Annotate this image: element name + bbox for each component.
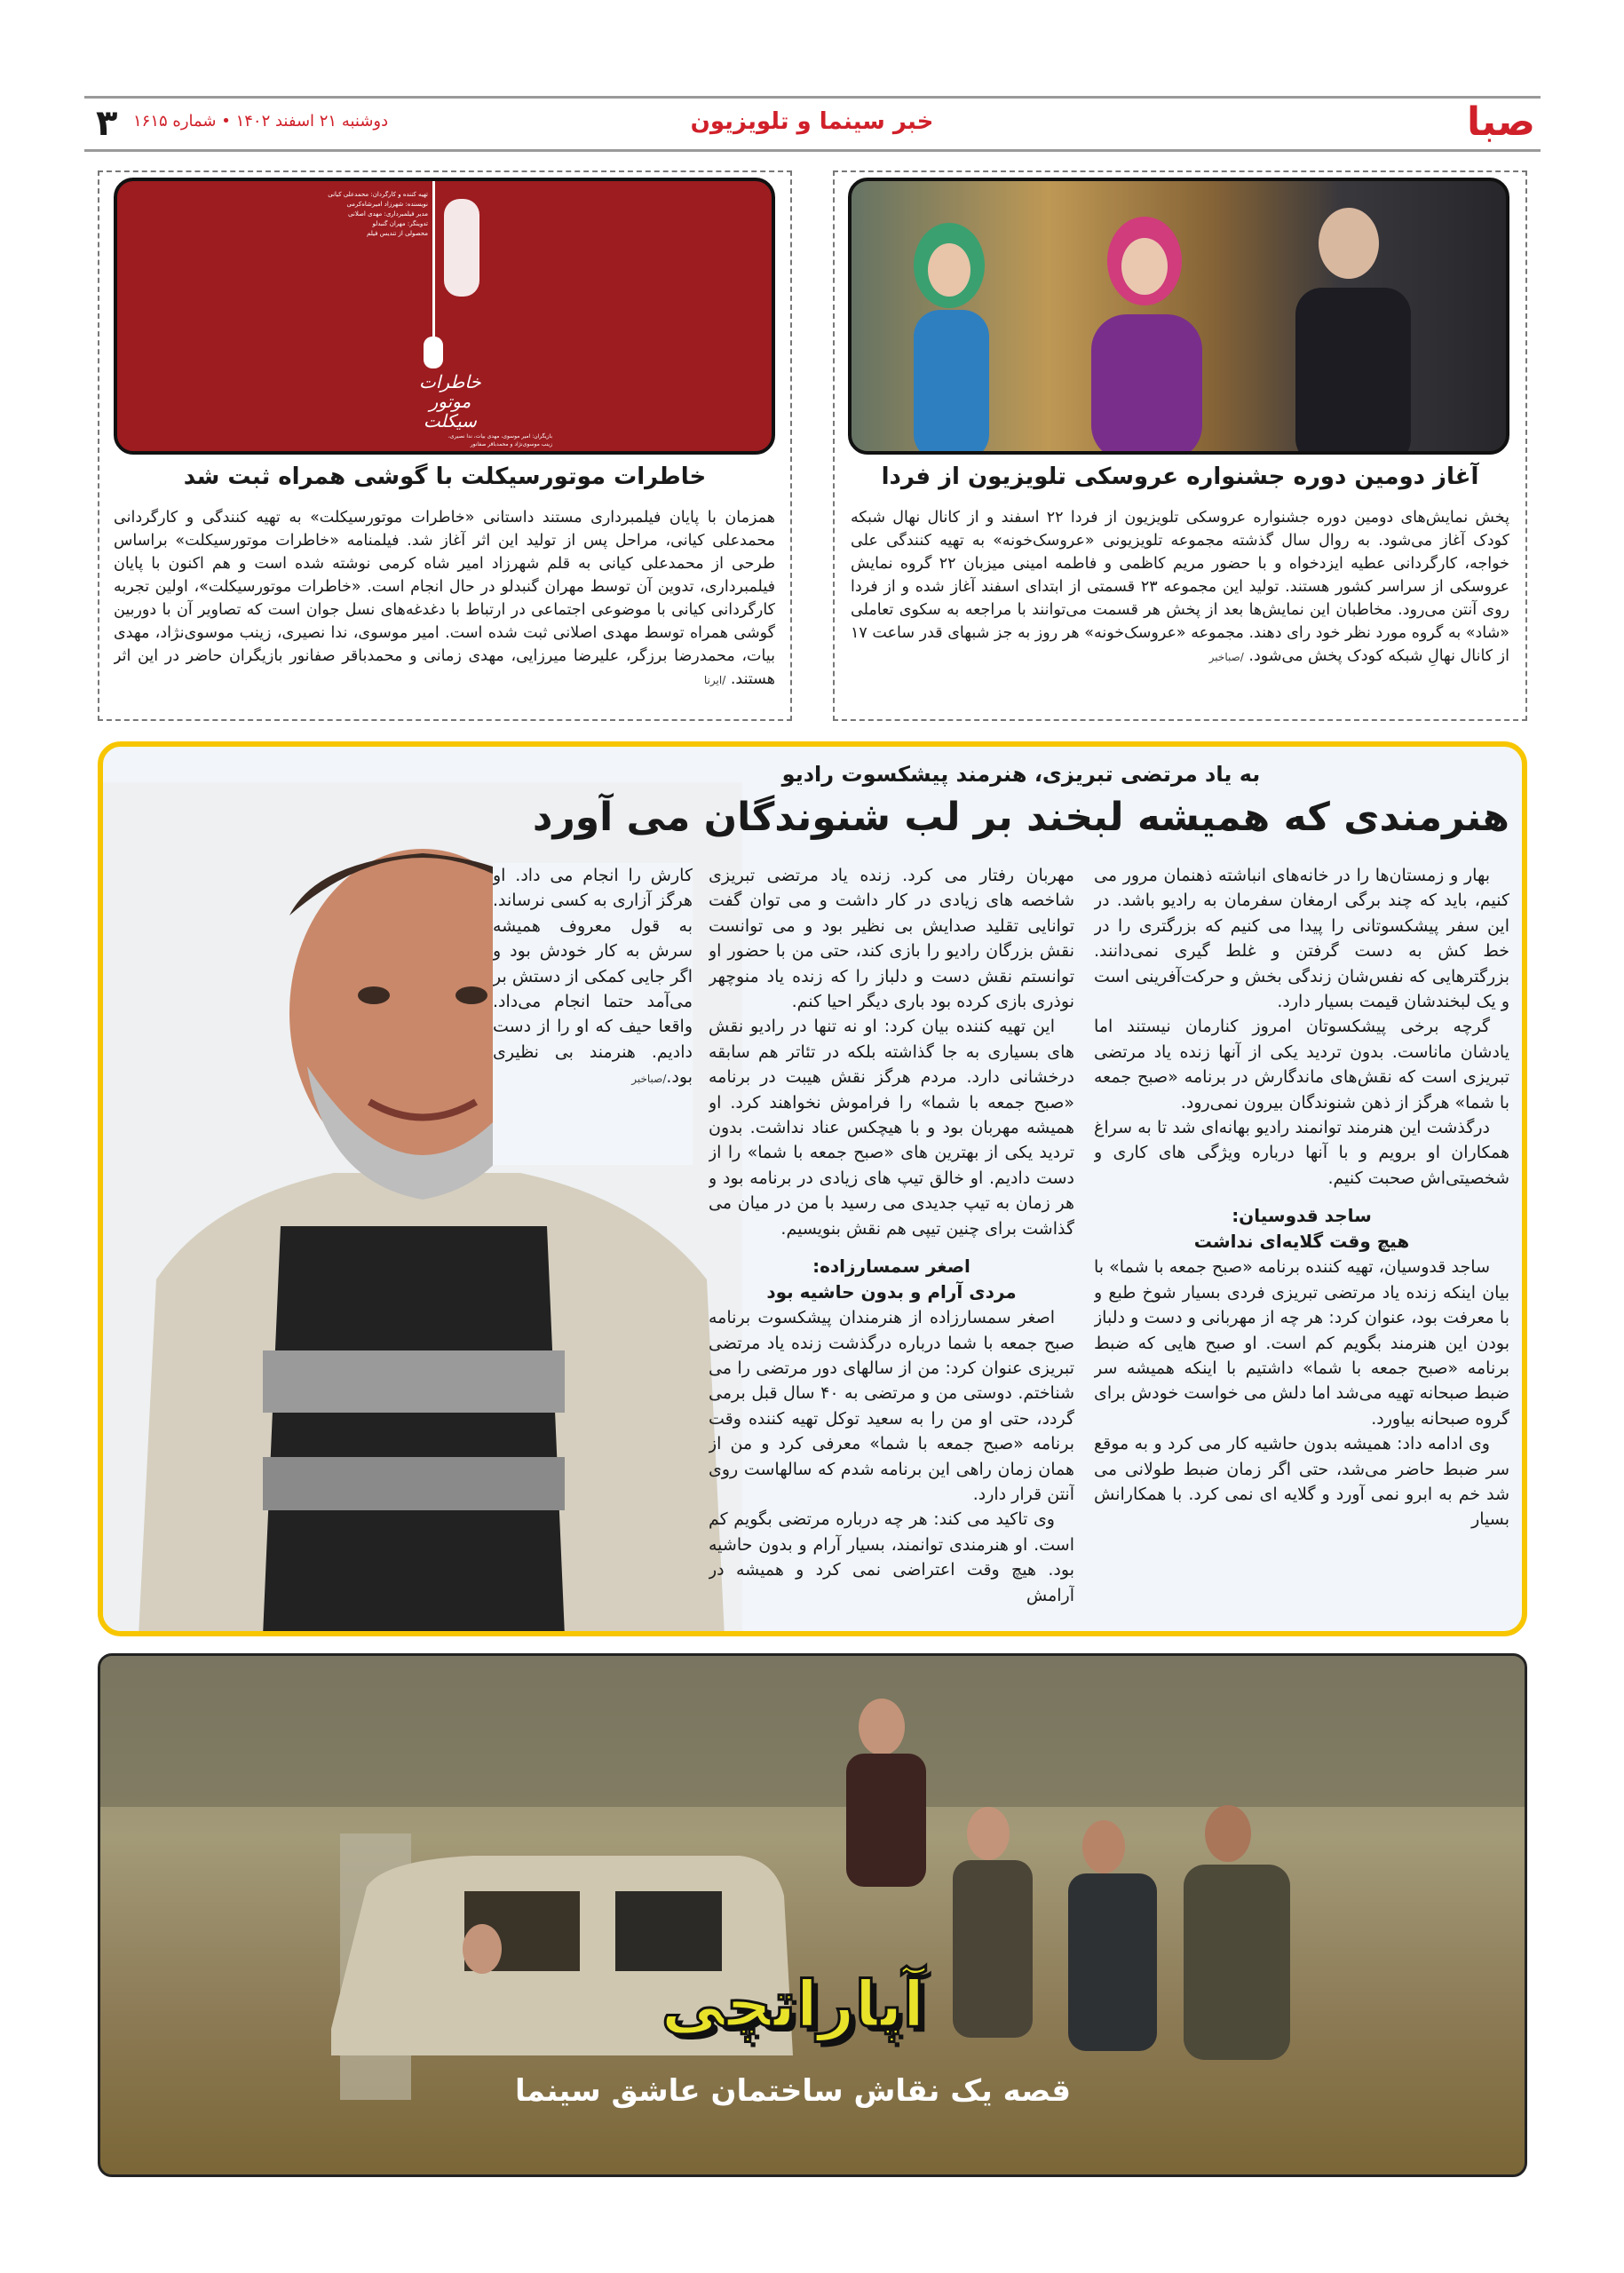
paragraph: گرچه برخی پیشکسوتان امروز کنارمان نیستند اما یادشان ماناست. بدون تردید یکی از آنها زنده یاد مرتضی تبریزی است که نقش‌های ماندگارش در برنامه «صبح جمعه با شما» هرگز از ذهن شنوندگان بیرون نمی‌رود. <box>1094 1017 1509 1113</box>
feature-kicker: به یاد مرتضی تبریزی، هنرمند پیشکسوت رادیو <box>781 762 1261 787</box>
poster-credit: نویسنده: شهرزاد امیرشاه‌کرمی <box>346 201 428 208</box>
paragraph: این تهیه کننده بیان کرد: او نه تنها در رادیو نقش های بسیاری به جا گذاشته بلکه در تئاتر هم سابقه درخشانی دارد. مردم هرگز نقش هیبت در برنامه «صبح جمعه با شما» را فراموش نخواهند کرد. او همیشه مهربان بود و با هیچکس عناد نداشت. بدون تردید یکی از بهترین های «صبح جمعه با شما» را از دست دادیم. او خالق تیپ های زیادی در برنامه بود و هر زمان به تیپ جدیدی می رسید با من در میان می گذاشت برای چنین تیپی هم نقش بنویسیم. <box>709 1017 1074 1239</box>
article-right-source: /صباخبر <box>1208 651 1244 663</box>
paragraph: بهار و زمستان‌ها را در خانه‌های انباشته ذهنمان مرور می کنیم، باید که چند برگی ارمغان سفرمان به رادیو باشد. در این سفر پیشکسوتانی را پیدا می کنیم که بزرگتری را در خط کش به دست گرفتن و غلط گیری نمی‌دانند. بزرگترهایی که نفس‌شان زندگی بخش و حرکت‌آفرینی است و یک لبخندشان قیمت بسیار دارد. <box>1094 866 1509 1012</box>
poster-title <box>419 372 481 431</box>
feature-headline: هنرمندی که همیشه لبخند بر لب شنوندگان می آورد <box>532 795 1509 840</box>
frame-top-edge <box>833 170 1527 172</box>
poster-title-line: سیکلت <box>423 410 477 432</box>
article-left-body <box>114 506 775 714</box>
article-right-text: پخش نمایش‌های دومین دوره جشنواره عروسکی تلویزیون از فردا ۲۲ اسفند و از کانال نهال شبکه کودک آغاز می‌شود. به روال سال گذشته مجموعه تلویزیونی «عروسک‌خونه» به تهیه کنندگی علی خواجه، کارگردانی عطیه ایزدخواه و با حضور مریم کاظمی و فاطمه امینی میزبان ۲۲ گروه نمایش عروسکی از سراسر کشور هستند. تولید این مجموعه ۲۳ قسمتی از ابتدای اسفند آغاز شده و از فردا روی آنتن می‌رود. مخاطبان این نمایش‌ها بعد از پخش هر قسمت می‌توانند با مراجعه به سکوی تعاملی «شاد» به گروه مورد نظر خود رای دهند. مجموعه «عروسک‌خونه» هر روز به جز شبهای قدر ساعت ۱۷ از کانال نهالِ شبکه کودک پخش می‌شود. <box>851 509 1509 665</box>
paragraph: درگذشت این هنرمند توانمند رادیو بهانه‌ای شد تا به سراغ همکاران او برویم و با آنها درباره ویژگی های کاری و شخصیتی‌اش صحبت کنیم. <box>1094 1118 1509 1188</box>
motorcycle-poster <box>114 178 775 455</box>
motorcycle-icon <box>444 199 479 297</box>
paragraph: وی ادامه داد: همیشه بدون حاشیه کار می کرد و به موقع سر ضبط حاضر می‌شد، حتی اگر زمان ضبط طولانی می شد خم به ابرو نمی آورد و گلایه ای نمی کرد. با همکارانش بسیار <box>1094 1434 1509 1530</box>
feature-source: /صباخبر <box>631 1073 667 1086</box>
poster-title-line: موتور <box>429 391 471 412</box>
article-left-source: /ایرنا <box>703 674 726 686</box>
subheading-title: مردی آرام و بدون حاشیه بود <box>766 1281 1017 1303</box>
page-number: ۳ <box>96 103 118 144</box>
feature-column-1 <box>1094 863 1509 1628</box>
film-banner <box>98 1653 1527 2177</box>
earphone-icon <box>424 337 443 368</box>
poster-credit: تهیه کننده و کارگردان: محمدعلی کیانی <box>328 191 428 198</box>
poster-title-line: خاطرات <box>419 371 481 392</box>
poster-credit: تدوینگر: مهران گنبدلو <box>372 220 428 227</box>
scene-figures-icon <box>852 181 1509 455</box>
section-title: خبر سینما و تلویزیون <box>690 108 934 135</box>
article-left-text: همزمان با پایان فیلمبرداری مستند داستانی «خاطرات موتورسیکلت» به تهیه کنندگی و کارگردانی محمدعلی کیانی، مراحل پس از تولید این اثر آغاز شد. فیلمنامه «خاطرات موتورسیکلت» براساس طرحی از محمدعلی کیانی به قلم شهرزاد امیر شاه کرمی نوشته شده است و هم اکنون با پایان فیلمبرداری، تدوین آن توسط مهران گنبدلو در حال انجام است. «خاطرات موتورسیکلت»، اولین تجربه کارگردانی کیانی با موضوعی اجتماعی در ارتباط با دغدغه‌های نسل جوان است که تصاویر آن با دوربین گوشی همراه توسط مهدی اصلانی ثبت شده است. امیر موسوی، ندا نصیری، زینب موسوی‌نژاد، مهدی بیات، محمدرضا برزگر، علیرضا میرزایی، مهدی زمانی و محمدباقر صفانور بازیگران حاضر در این اثر هستند. <box>114 509 775 688</box>
feature-column-3 <box>493 863 693 1165</box>
paragraph: کارش را انجام می داد. او هرگز آزاری به کسی نرساند. به قول معروف همیشه سرش به کار خودش بود و اگر جایی کمکی از دستش بر می‌آمد حتما انجام می‌داد. واقعا حیف که او را از دست دادیم. هنرمند بی نظیری بود. <box>493 866 693 1088</box>
article-left-title: خاطرات موتورسیکلت با گوشی همراه ثبت شد <box>183 463 707 490</box>
feature-column-2 <box>709 863 1074 1628</box>
header-bottom-rule <box>84 149 1541 152</box>
subheading-title: هیچ وقت گلایه‌ای نداشت <box>1193 1231 1410 1253</box>
poster-credit: مدیر فیلمبرداری: مهدی اصلانی <box>348 210 428 218</box>
earphone-cord-icon <box>432 181 435 345</box>
article-right-body <box>851 506 1509 714</box>
logo: صبا <box>1467 99 1535 145</box>
header-top-rule <box>84 96 1541 99</box>
poster-cast: بازیگران: امیر موسوی، مهدی بیات، ندا نصیری، زینب موسوی‌نژاد و محمدباقر صفانور <box>448 433 552 447</box>
paragraph: مهربان رفتار می کرد. زنده یاد مرتضی تبریزی شاخصه های زیادی در کار داشت و می توان گفت توانایی تقلید صدایش بی نظیر بود و می توانست نقش بزرگان رادیو را بازی کند، حتی من با حضور او توانستم نقش دست و دلباز را که زنده یاد منوچهر نوذری بازی کرده بود باری دیگر احیا کنم. <box>709 866 1074 1012</box>
paragraph: وی تاکید می کند: هر چه درباره مرتضی بگویم کم است. او هنرمندی توانمند، بسیار آرام و بدون حاشیه بود. هیچ وقت اعتراضی نمی کرد و همیشه در آرامش <box>709 1509 1074 1605</box>
subheading-name: ساجد قدوسیان: <box>1232 1205 1372 1227</box>
poster-credit: محصولی از تندیس فیلم <box>367 230 428 237</box>
film-tagline: قصه یک نقاش ساختمان عاشق سینما <box>514 2073 1072 2109</box>
article-right-title: آغاز دومین دوره جشنواره عروسکی تلویزیون از فردا <box>881 463 1479 490</box>
puppet-show-photo <box>848 178 1509 455</box>
paragraph: ساجد قدوسیان، تهیه کننده برنامه «صبح جمعه با شما» با بیان اینکه زنده یاد مرتضی تبریزی فردی بسیار شوخ طبع و با معرفت بود، عنوان کرد: هر چه از مهربانی و دست و دلباز بودن این هنرمند بگویم کم است. او صبح هایی که ضبط برنامه «صبح جمعه با شما» داشتیم با اینکه همیشه سر ضبط صبحانه تهیه می‌شد اما دلش می خواست خودش برای گروه صبحانه بیاورد. <box>1094 1257 1509 1429</box>
date-issue: دوشنبه ۲۱ اسفند ۱۴۰۲ • شماره ۱۶۱۵ <box>133 112 389 131</box>
poster-credits <box>295 190 428 239</box>
paragraph: اصغر سمسارزاده از هنرمندان پیشکسوت برنامه صبح جمعه با شما درباره درگذشت زنده یاد مرتضی تبریزی عنوان کرد: من از سالهای دور مرتضی را می شناختم. دوستی من و مرتضی به ۴۰ سال قبل برمی گردد، حتی او من را به سعید توکل تهیه کننده وقت برنامه «صبح جمعه با شما» معرفی کرد و من از همان زمان راهی این برنامه شدم که سالهاست روی آنتن قرار دارد. <box>709 1308 1074 1504</box>
film-title-logo: آپاراتچی <box>661 1967 925 2041</box>
subheading-name: اصغر سمسارزاده: <box>812 1255 970 1278</box>
